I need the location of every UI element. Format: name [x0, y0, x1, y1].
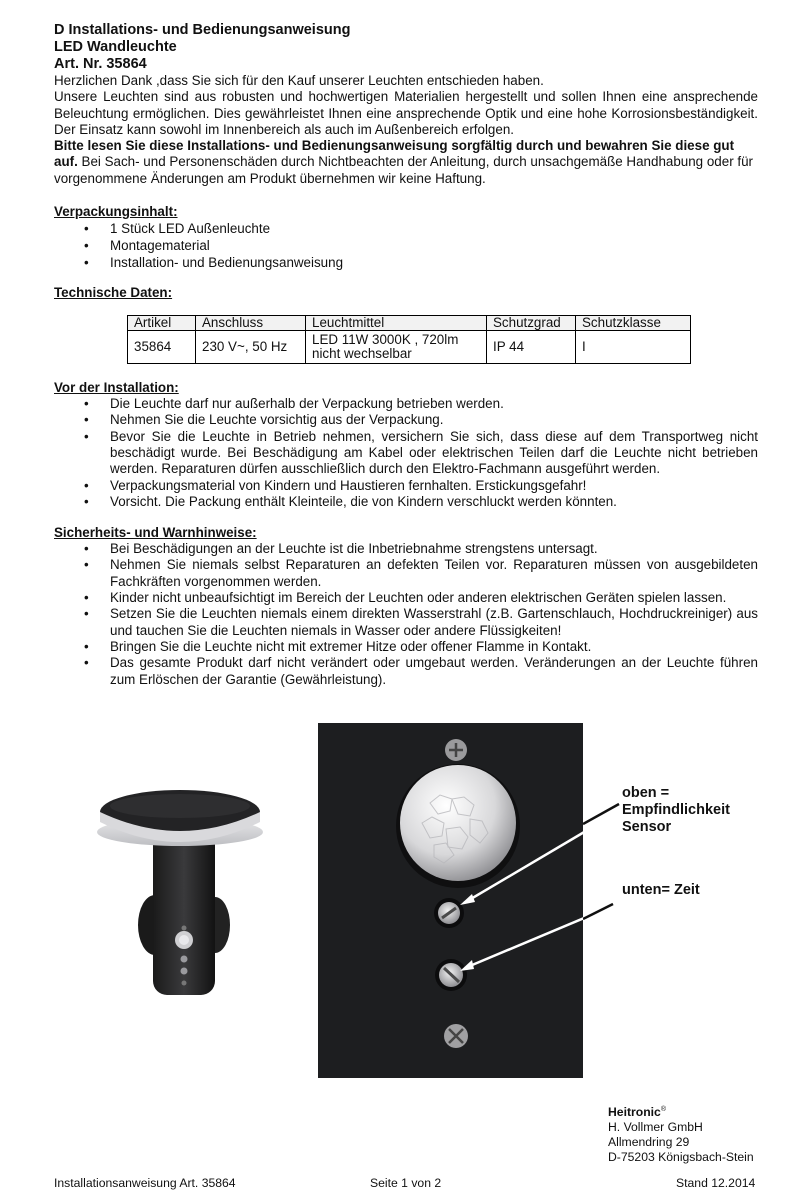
footer-date: Stand 12.2014 [676, 1176, 756, 1190]
list-item: • 1 Stück LED Außenleuchte [84, 221, 271, 237]
bullet: • [84, 238, 89, 254]
col-schutzgrad: Schutzgrad [487, 316, 576, 331]
cell-schutzklasse: I [576, 331, 691, 364]
bullet: • [84, 493, 89, 509]
list-item: • Bei Beschädigungen an der Leuchte ist die Inbetriebnahme strengstens untersagt. [84, 541, 598, 557]
list-item: • Setzen Sie die Leuchten niemals einem direkten Wasserstrahl (z.B. Gartenschlauch, Hochdruckreiniger) aus und tauchen Sie die Leuchten niemals in Wasser oder andere Flüssigkeiten! [84, 606, 758, 638]
before-install-heading: Vor der Installation: [54, 380, 179, 396]
packaging-heading: Verpackungsinhalt: [54, 204, 178, 220]
technical-heading: Technische Daten: [54, 285, 173, 301]
intro-notice-liability: Bei Sach- und Personenschäden durch Nichtbeachten der Anleitung, durch unsachgemäße Handhabung oder für vorgenommene Änderungen am Produkt übernehmen wir keine Haftung. [54, 154, 753, 186]
list-item: • Installation- und Bedienungsanweisung [84, 255, 344, 271]
list-item: • Vorsicht. Die Packung enthält Kleinteile, die von Kindern verschluckt werden könnten. [84, 493, 617, 509]
intro-notice [54, 138, 758, 187]
sensor-closeup-image [318, 723, 583, 1078]
list-item: • Nehmen Sie die Leuchte vorsichtig aus der Verpackung. [84, 412, 444, 428]
registered-mark: ® [660, 1106, 666, 1113]
col-anschluss: Anschluss [196, 316, 306, 331]
before-install-list [54, 396, 758, 510]
list-item: • Bevor Sie die Leuchte in Betrieb nehmen, versichern Sie sich, dass diese auf dem Transportweg nicht beschädigt wurde. Bei Beschädigung am Kabel oder elektrischen Teilen darf die Leuchte nicht betrieben werden. Reparaturen dürfen ausschließlich durch den Elektro-Fachmann ausgeführt werden. [84, 428, 758, 477]
packaging-list [54, 220, 758, 271]
cell-anschluss: 230 V~, 50 Hz [196, 331, 306, 364]
technical-table [127, 315, 691, 364]
bullet: • [84, 606, 89, 622]
bullet: • [84, 638, 89, 654]
table-row [128, 331, 691, 364]
safety-heading: Sicherheits- und Warnhinweise: [54, 525, 257, 541]
label-unten: unten= Zeit [622, 882, 700, 898]
bullet: • [84, 396, 89, 412]
list-item: • Nehmen Sie niemals selbst Reparaturen an defekten Teilen vor. Reparaturen müssen von ausgebildeten Fachkräften vorgenommen werden. [84, 557, 758, 589]
footer-left: Installationsanweisung Art. 35864 [54, 1176, 236, 1190]
list-item: • Die Leuchte darf nur außerhalb der Verpackung betrieben werden. [84, 396, 504, 412]
table-header-row [128, 316, 691, 331]
cell-artikel: 35864 [128, 331, 196, 364]
list-item: • Montagematerial [84, 238, 210, 254]
company-brand: Heitronic [608, 1105, 661, 1120]
list-item: • Verpackungsmaterial von Kindern und Haustieren fernhalten. Erstickungsgefahr! [84, 477, 587, 493]
bullet: • [84, 590, 89, 606]
list-item: • Kinder nicht unbeaufsichtigt im Bereich der Leuchten oder anderen elektrischen Geräten spielen lassen. [84, 590, 727, 606]
bullet: • [84, 428, 89, 444]
bullet: • [84, 412, 89, 428]
company-city: D-75203 Königsbach-Stein [608, 1150, 754, 1165]
intro-notice-bold: Bitte lesen Sie diese Installations- und Bedienungsanweisung sorgfältig durch und bewahren Sie diese gut auf. [54, 138, 735, 170]
company-street: Allmendring 29 [608, 1135, 690, 1150]
cell-leuchtmittel: LED 11W 3000K , 720lm nicht wechselbar [306, 331, 487, 364]
bullet: • [84, 255, 89, 271]
bullet: • [84, 477, 89, 493]
bullet: • [84, 541, 89, 557]
document-title: D Installations- und Bedienungsanweisung [54, 22, 351, 38]
bullet: • [84, 655, 89, 671]
bullet: • [84, 557, 89, 573]
annotation-arrows [583, 800, 623, 920]
safety-list [54, 541, 758, 688]
company-address [608, 1102, 754, 1165]
intro-thanks: Herzlichen Dank ,dass Sie sich für den Kauf unserer Leuchten entschieden haben. [54, 73, 544, 88]
product-name: LED Wandleuchte [54, 39, 177, 55]
list-item: • Das gesamte Produkt darf nicht verändert oder umgebaut werden. Veränderungen an der Leuchte führen zum Erlöschen der Garantie (Gewährleistung). [84, 655, 758, 687]
article-number: Art. Nr. 35864 [54, 56, 147, 72]
cell-schutzgrad: IP 44 [487, 331, 576, 364]
intro-materials: Unsere Leuchten sind aus robusten und hochwertigen Materialien hergestellt und sollen Ihnen eine ansprechende Beleuchtung ermöglichen. Dies gewährleistet Ihnen eine ansprechende Optik und eine hohe Korrosionsbeständigkeit. Der Einsatz kann sowohl im Innenbereich als auch im Außenbereich erfolgen. [54, 89, 758, 137]
document-page [54, 22, 758, 688]
lamp-product-image [95, 770, 275, 1000]
list-item: • Bringen Sie die Leuchte nicht mit extremer Hitze oder offener Flamme in Kontakt. [84, 638, 592, 654]
footer-page-number: Seite 1 von 2 [370, 1176, 442, 1190]
col-leuchtmittel: Leuchtmittel [306, 316, 487, 331]
label-oben: oben = Empfindlichkeit Sensor [622, 785, 730, 835]
company-name: H. Vollmer GmbH [608, 1120, 703, 1135]
bullet: • [84, 221, 89, 237]
sensor-closeup-drawing [318, 723, 583, 1078]
col-schutzklasse: Schutzklasse [576, 316, 691, 331]
col-artikel: Artikel [128, 316, 196, 331]
